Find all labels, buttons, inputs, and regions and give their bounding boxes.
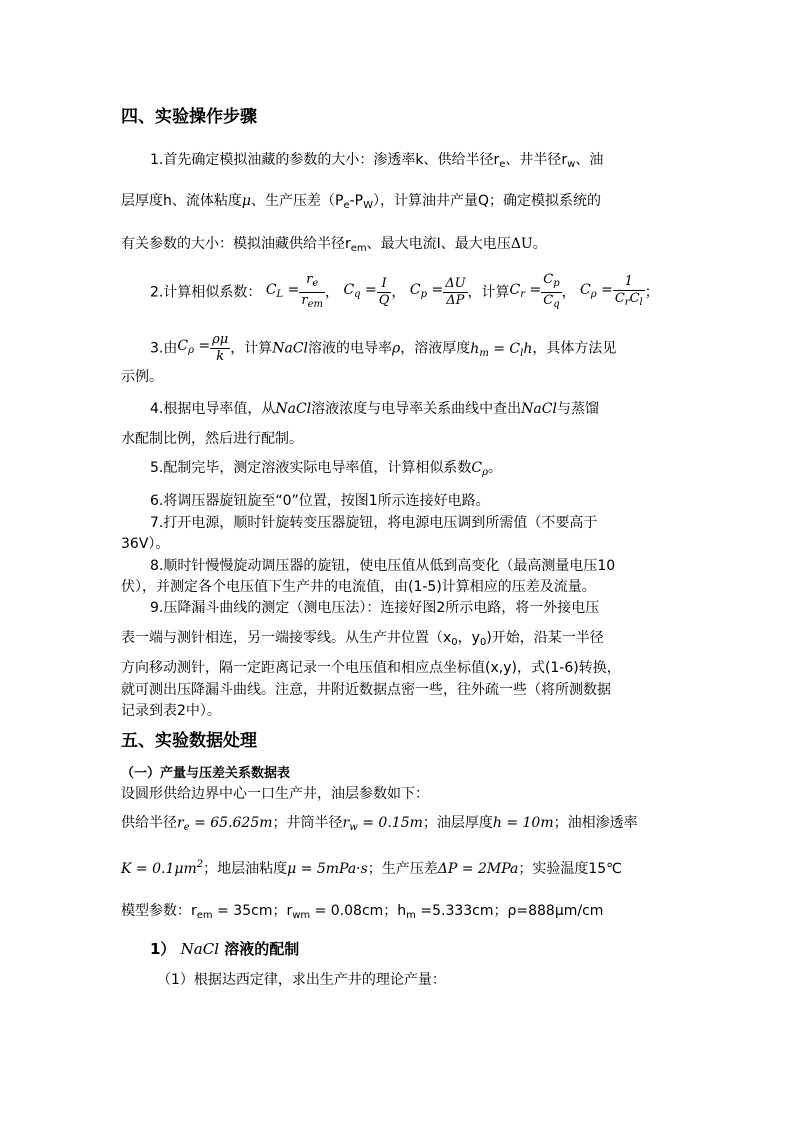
formula-crho: $C_\rho$ =	[580, 282, 613, 300]
step-2-prefix: 2.计算相似系数：	[150, 284, 262, 301]
formula-cl: $C_L$ =	[265, 282, 300, 300]
model-d: =5.333cm；ρ=888μm/cm	[415, 903, 604, 919]
fraction-cq: $\frac{I}{Q}$	[378, 276, 390, 308]
step-5-b: 。	[487, 460, 502, 476]
rwm-subscript: wm	[292, 910, 311, 921]
formula-cp: $C_p$ =	[409, 282, 444, 300]
step-5-line	[150, 458, 502, 483]
step-6-line: 6.将调压器旋钮旋至“0”位置，按图1所示连接好电路。	[150, 493, 490, 509]
formula-crho: $C_\rho$	[471, 460, 488, 478]
step-1-text-c: 、油	[575, 152, 604, 168]
step-8-line-1: 8.顺时针慢慢旋动调压器的旋钮，使电压值从低到高变化（最高测量电压10	[150, 558, 616, 574]
step-3-a: 3.由	[150, 340, 178, 357]
step-2-mid: ，计算	[467, 284, 510, 301]
params1-c: ；油层厚度	[422, 815, 493, 831]
params2-c: ；实验温度15℃	[518, 861, 622, 877]
step-3-line-1	[150, 326, 616, 366]
step-3-e: ，具体方法见	[532, 340, 617, 357]
step-7-line-2: 36V）。	[121, 536, 170, 552]
h-expression: h = 10m	[492, 815, 554, 831]
mu-symbol: μ	[241, 193, 251, 209]
params-line-1	[121, 813, 638, 838]
params1-b: ；井筒半径	[272, 815, 343, 831]
step-1-l2a: 层厚度h、流体粘度	[121, 193, 242, 209]
item-1-heading	[150, 939, 299, 959]
step-9-l2a: 表一端与测针相连，另一端接零线。从生产井位置（x	[121, 630, 452, 646]
step-9-line-3: 方向移动测针，隔一定距离记录一个电压值和相应点坐标值(x,y)，式(1-6)转换，	[121, 660, 621, 676]
model-a: 模型参数：r	[121, 903, 197, 919]
step-9-line-2	[121, 628, 604, 653]
params-line-2	[121, 855, 622, 879]
step-1-line-2	[121, 191, 601, 216]
fraction-cr: $\frac{C_p}{C_q}$	[541, 272, 561, 313]
intro-line: 设圆形供给边界中心一口生产井，油层参数如下：	[121, 786, 429, 802]
step-9-line-1: 9.压降漏斗曲线的测定（测电压法）：连接好图2所示电路，将一外接电压	[150, 600, 600, 616]
step-1-line-3	[121, 234, 547, 259]
step-4-line-2: 水配制比例，然后进行配制。	[121, 431, 303, 447]
re-subscript: e	[499, 159, 506, 170]
step-1-text-a: 1.首先确定模拟油藏的参数的大小：渗透率k、供给半径r	[150, 152, 500, 168]
formula-crho-def: $C_\rho$ =	[177, 338, 211, 356]
params2-b: ；生产压差	[367, 861, 438, 877]
nacl-symbol: NaCl	[275, 401, 312, 417]
step-3-line-2: 示例。	[121, 369, 163, 385]
x0-subscript: 0	[451, 637, 458, 648]
step-9-line-4: 就可测出压降漏斗曲线。注意，井附近数据点密一些，往外疏一些（将所测数据	[121, 682, 611, 698]
nacl-symbol: NaCl	[272, 340, 309, 357]
fraction-cp: $\frac{\Delta U}{\Delta P}$	[445, 276, 466, 308]
formula-cr: $C_r$ =	[509, 282, 542, 300]
step-1-text-b: 、井半径r	[505, 152, 568, 168]
separator: ，	[391, 284, 406, 301]
step-2-end: ；	[644, 284, 659, 301]
formula-hm: $h_m = C_lh$	[470, 340, 533, 359]
hm-subscript: m	[406, 910, 416, 921]
step-4-a: 4.根据电导率值，从	[150, 401, 276, 417]
separator: ，	[561, 284, 576, 301]
mu-expression: μ = 5mPa·s	[287, 861, 368, 877]
step-3-b: ，计算	[230, 340, 273, 357]
nacl-symbol: NaCl	[521, 401, 557, 417]
fraction-crho: $\frac{1}{C_rC_l}$	[613, 274, 645, 311]
step-8-line-2: 伏），并测定各个电压值下生产井的电流值，由(1-5)计算相应的压差及流量。	[121, 579, 596, 595]
params1-d: ；油相渗透率	[553, 815, 638, 831]
fraction-cl: $\frac{r_e}{r_{em}}$	[299, 272, 325, 313]
y0-subscript: 0	[479, 637, 487, 648]
delta-u-symbol: ΔU	[510, 236, 533, 252]
pw-subscript: W	[363, 200, 373, 211]
rw-subscript: w	[567, 159, 576, 170]
rem-subscript: em	[196, 910, 213, 921]
step-1-l2b: 、生产压差（P	[250, 193, 344, 209]
step-3-d: ，溶液厚度	[400, 340, 471, 357]
params2-a: ；地层油粘度	[203, 861, 288, 877]
step-1-l3b: 、最大电流I、最大电压	[366, 236, 511, 252]
step-9-l2c: )开始，沿某一半径	[486, 630, 604, 646]
step-4-c: 与蒸馏	[556, 401, 599, 417]
step-4-b: 溶液浓度与电导率关系曲线中查出	[311, 401, 522, 417]
step-1-l3a: 有关参数的大小：模拟油藏供给半径r	[121, 236, 351, 252]
k-expression: $K = 0.1\mu m^2$	[121, 859, 204, 877]
item-1-number: 1）	[150, 940, 176, 958]
step-2-line	[150, 270, 659, 310]
separator: ，	[324, 284, 339, 301]
re-expression: $r_e = 65.625m$	[177, 815, 273, 833]
params1-a: 供给半径	[121, 815, 177, 831]
dp-expression: ΔP = 2MPa	[437, 861, 519, 877]
model-params-line	[121, 901, 603, 926]
step-4-line-1	[150, 399, 599, 419]
model-b: = 35cm；r	[212, 903, 293, 919]
nacl-symbol: NaCl	[180, 940, 220, 958]
formula-cq: $C_q$ =	[343, 282, 377, 300]
step-1-line-1	[150, 150, 603, 175]
step-1-l3c: 。	[532, 236, 547, 252]
pe-subscript: e	[343, 200, 350, 211]
rem-subscript: em	[350, 243, 367, 254]
rho-symbol: ρ	[392, 340, 401, 357]
rw-expression: $r_w = 0.15m$	[342, 815, 423, 833]
step-9-line-5: 记录到表2中）。	[121, 703, 221, 719]
step-1-l2c: -P	[349, 193, 364, 209]
step-7-line-1: 7.打开电源，顺时针旋转变压器旋钮，将电源电压调到所需值（不要高于	[150, 515, 598, 531]
step-5-a: 5.配制完毕，测定溶液实际电导率值，计算相似系数	[150, 460, 472, 476]
model-c: = 0.08cm；h	[310, 903, 407, 919]
subsection-1-heading: （一）产量与压差关系数据表	[121, 766, 291, 781]
fraction-rho-mu-k: $\frac{\rho\mu}{k}$	[212, 332, 229, 364]
item-1-1-line: （1）根据达西定律，求出生产井的理论产量：	[157, 972, 446, 988]
step-9-l2b: ，y	[457, 630, 480, 646]
section-4-heading: 四、实验操作步骤	[121, 107, 257, 127]
item-1-text: 溶液的配制	[224, 940, 300, 958]
section-5-heading: 五、实验数据处理	[121, 731, 257, 751]
step-1-l2d: ），计算油井产量Q；确定模拟系统的	[372, 193, 602, 209]
step-3-c: 溶液的电导率	[308, 340, 393, 357]
